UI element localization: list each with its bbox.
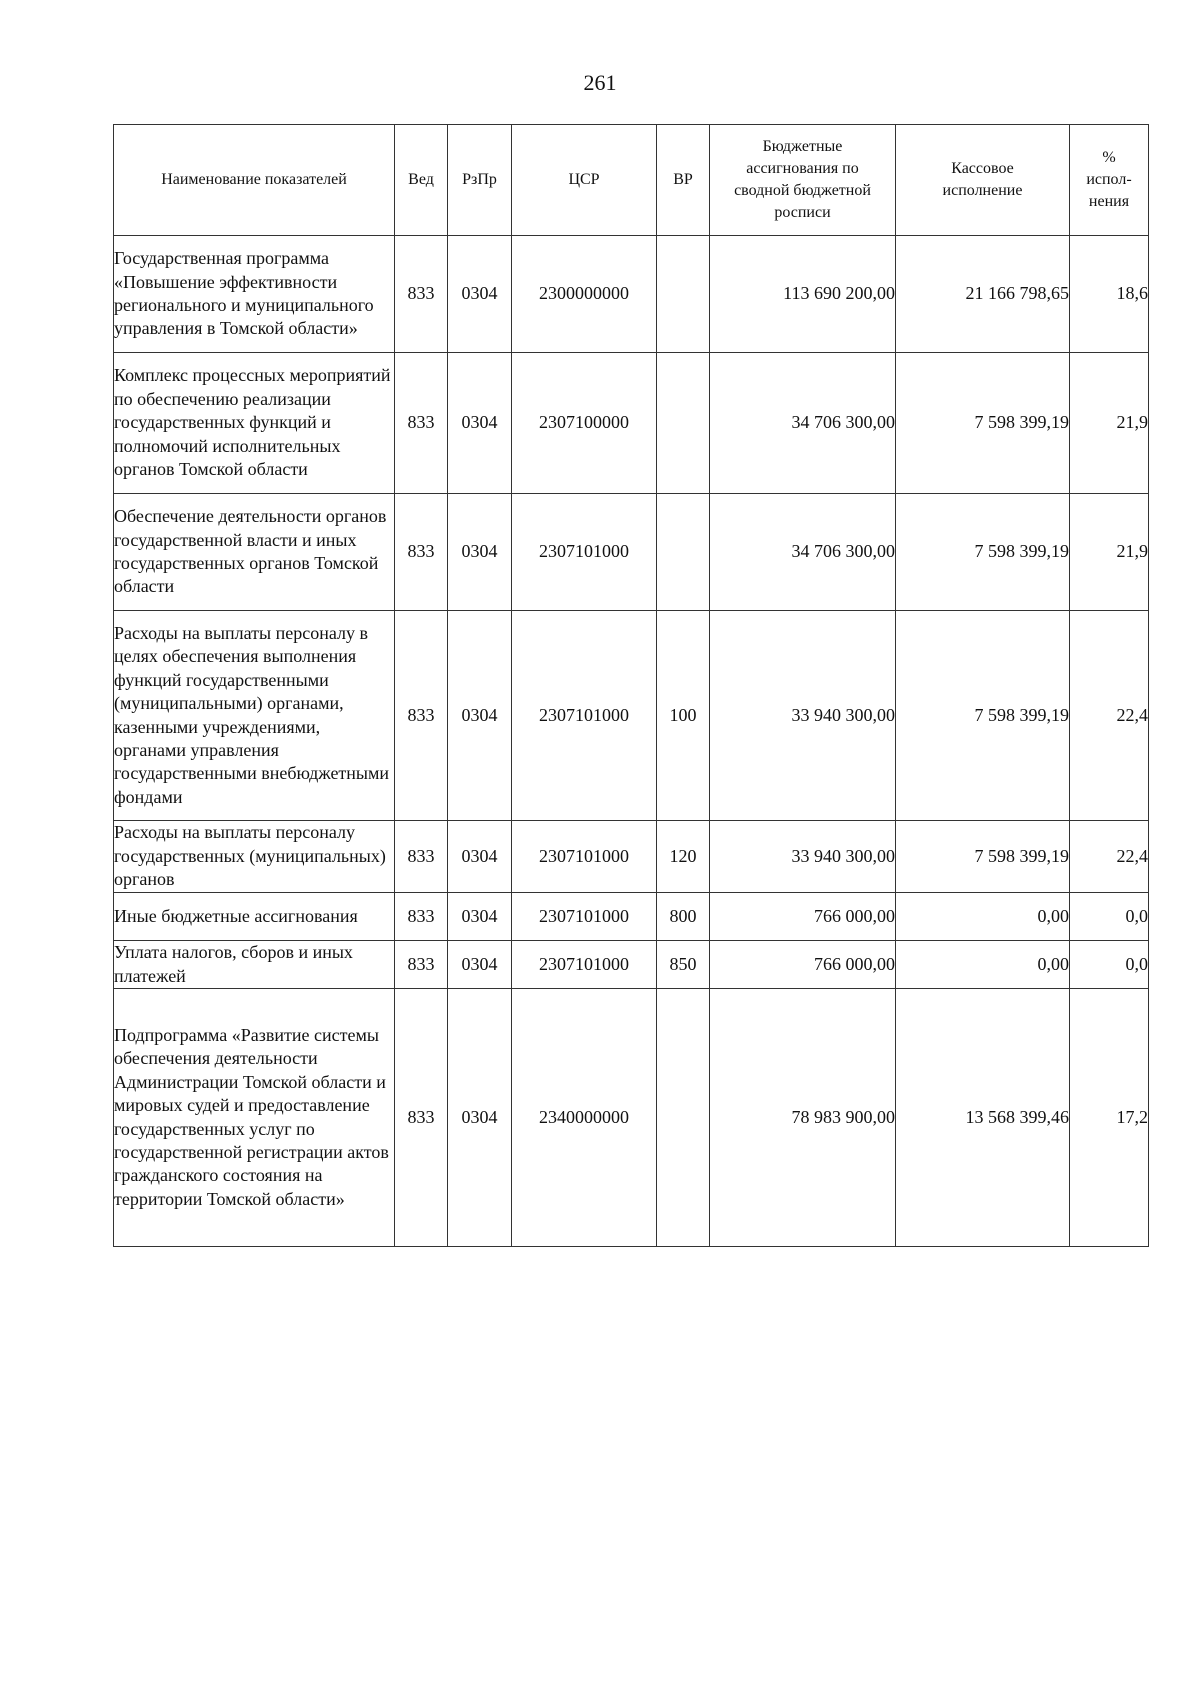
row-vr	[657, 494, 710, 611]
row-vr: 100	[657, 611, 710, 821]
row-name: Подпрограмма «Развитие системы обеспечения деятельности Администрации Томской области и мировых судей и предоставление государственных услуг по государственной регистрации актов гражданского состояния на территории Томской области»	[114, 989, 395, 1247]
row-ved: 833	[395, 236, 448, 353]
page-number: 261	[583, 70, 617, 95]
row-cash: 7 598 399,19	[896, 353, 1070, 494]
row-cash: 0,00	[896, 893, 1070, 941]
header-percent: % испол-нения	[1070, 125, 1149, 236]
row-budget: 34 706 300,00	[710, 353, 896, 494]
row-name: Обеспечение деятельности органов государственной власти и иных государственных органов Томской области	[114, 494, 395, 611]
header-name: Наименование показателей	[114, 125, 395, 236]
row-name: Расходы на выплаты персоналу государственных (муниципальных) органов	[114, 821, 395, 893]
row-ved: 833	[395, 989, 448, 1247]
row-name: Уплата налогов, сборов и иных платежей	[114, 941, 395, 989]
row-cash: 21 166 798,65	[896, 236, 1070, 353]
row-ved: 833	[395, 821, 448, 893]
row-budget: 766 000,00	[710, 893, 896, 941]
row-budget: 33 940 300,00	[710, 821, 896, 893]
row-rzpr: 0304	[448, 353, 512, 494]
row-cash: 7 598 399,19	[896, 821, 1070, 893]
row-vr	[657, 989, 710, 1247]
budget-execution-table	[113, 124, 1149, 1247]
row-csr: 2307101000	[512, 893, 657, 941]
row-budget: 766 000,00	[710, 941, 896, 989]
row-name: Комплекс процессных мероприятий по обеспечению реализации государственных функций и полномочий исполнительных органов Томской области	[114, 353, 395, 494]
row-percent: 22,4	[1070, 611, 1149, 821]
table-row	[114, 494, 1149, 611]
row-cash: 7 598 399,19	[896, 494, 1070, 611]
row-csr: 2307101000	[512, 494, 657, 611]
table-row	[114, 941, 1149, 989]
row-budget: 113 690 200,00	[710, 236, 896, 353]
row-ved: 833	[395, 941, 448, 989]
row-name: Государственная программа «Повышение эффективности регионального и муниципального управления в Томской области»	[114, 236, 395, 353]
row-csr: 2307101000	[512, 941, 657, 989]
header-ved: Вед	[395, 125, 448, 236]
row-percent: 17,2	[1070, 989, 1149, 1247]
row-ved: 833	[395, 494, 448, 611]
row-rzpr: 0304	[448, 494, 512, 611]
row-rzpr: 0304	[448, 611, 512, 821]
row-percent: 21,9	[1070, 494, 1149, 611]
row-vr	[657, 353, 710, 494]
row-cash: 0,00	[896, 941, 1070, 989]
table-row	[114, 989, 1149, 1247]
row-vr	[657, 236, 710, 353]
row-percent: 18,6	[1070, 236, 1149, 353]
table-row	[114, 893, 1149, 941]
row-vr: 800	[657, 893, 710, 941]
row-percent: 22,4	[1070, 821, 1149, 893]
table-body	[114, 236, 1149, 1247]
row-csr: 2307101000	[512, 611, 657, 821]
row-ved: 833	[395, 893, 448, 941]
row-budget: 33 940 300,00	[710, 611, 896, 821]
row-csr: 2307100000	[512, 353, 657, 494]
row-budget: 78 983 900,00	[710, 989, 896, 1247]
row-ved: 833	[395, 353, 448, 494]
row-ved: 833	[395, 611, 448, 821]
header-csr: ЦСР	[512, 125, 657, 236]
row-rzpr: 0304	[448, 236, 512, 353]
row-rzpr: 0304	[448, 941, 512, 989]
table-header	[114, 125, 1149, 236]
table-row	[114, 611, 1149, 821]
row-percent: 0,0	[1070, 893, 1149, 941]
row-rzpr: 0304	[448, 989, 512, 1247]
row-budget: 34 706 300,00	[710, 494, 896, 611]
row-csr: 2300000000	[512, 236, 657, 353]
row-rzpr: 0304	[448, 893, 512, 941]
row-csr: 2307101000	[512, 821, 657, 893]
row-percent: 21,9	[1070, 353, 1149, 494]
header-rzpr: РзПр	[448, 125, 512, 236]
table-row	[114, 236, 1149, 353]
header-budget: Бюджетные ассигнования по сводной бюджетной росписи	[710, 125, 896, 236]
header-vr: ВР	[657, 125, 710, 236]
table-row	[114, 821, 1149, 893]
row-cash: 7 598 399,19	[896, 611, 1070, 821]
row-vr: 120	[657, 821, 710, 893]
row-csr: 2340000000	[512, 989, 657, 1247]
row-vr: 850	[657, 941, 710, 989]
header-cash: Кассовое исполнение	[896, 125, 1070, 236]
row-name: Иные бюджетные ассигнования	[114, 893, 395, 941]
table-row	[114, 353, 1149, 494]
row-percent: 0,0	[1070, 941, 1149, 989]
row-rzpr: 0304	[448, 821, 512, 893]
row-name: Расходы на выплаты персоналу в целях обеспечения выполнения функций государственными (муниципальными) органами, казенными учреждениями, органами управления государственными внебюджетными фондами	[114, 611, 395, 821]
row-cash: 13 568 399,46	[896, 989, 1070, 1247]
